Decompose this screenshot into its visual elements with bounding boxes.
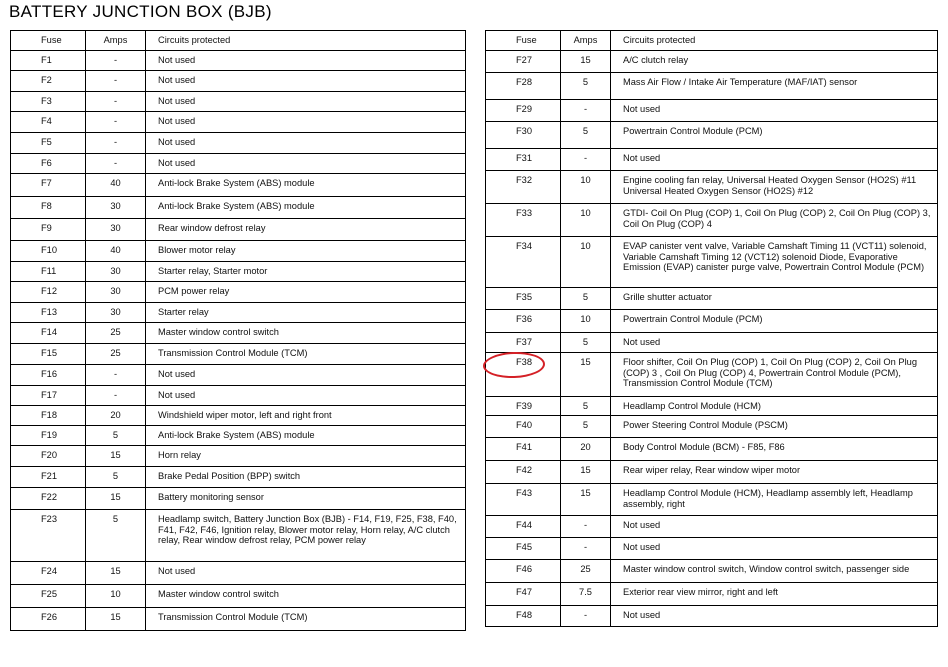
circuits-cell: Exterior rear view mirror, right and left: [611, 583, 938, 606]
amps-cell: 5: [86, 467, 146, 488]
amps-cell: 15: [86, 608, 146, 631]
fuse-cell: F5: [11, 133, 86, 154]
table-row: [11, 71, 466, 92]
fuse-cell: F4: [11, 112, 86, 133]
fuse-cell: F25: [11, 585, 86, 608]
table-row: [11, 219, 466, 241]
table-row: [11, 585, 466, 608]
table-row: [11, 488, 466, 510]
fuse-cell: F31: [486, 149, 561, 171]
amps-cell: 5: [86, 426, 146, 446]
amps-cell: 5: [86, 510, 146, 562]
table-row: [486, 100, 938, 122]
fuse-cell: F3: [11, 92, 86, 112]
table-row: [486, 583, 938, 606]
amps-cell: 5: [561, 416, 611, 438]
amps-cell: 5: [561, 333, 611, 353]
table-row: [11, 133, 466, 154]
circuits-cell: Battery monitoring sensor: [146, 488, 466, 510]
amps-cell: 15: [86, 488, 146, 510]
table-row: [486, 438, 938, 461]
amps-cell: 10: [561, 237, 611, 288]
fuse-cell: F35: [486, 288, 561, 310]
fuse-cell: F47: [486, 583, 561, 606]
fuse-cell: F43: [486, 484, 561, 516]
table-row: [11, 303, 466, 323]
amps-cell: -: [561, 606, 611, 627]
table-row: [11, 112, 466, 133]
fuse-cell: F22: [11, 488, 86, 510]
table-row: [486, 73, 938, 100]
amps-cell: 10: [561, 171, 611, 204]
fuse-cell: F20: [11, 446, 86, 467]
amps-cell: 30: [86, 197, 146, 219]
fuse-cell: F6: [11, 154, 86, 174]
fuse-cell: F1: [11, 51, 86, 71]
amps-cell: 15: [561, 353, 611, 397]
header-circuits: Circuits protected: [146, 31, 466, 51]
circuits-cell: Not used: [146, 112, 466, 133]
table-row: [486, 51, 938, 73]
table-row: [11, 282, 466, 303]
circuits-cell: Headlamp Control Module (HCM): [611, 397, 938, 416]
fuse-cell: F19: [11, 426, 86, 446]
header-fuse: Fuse: [486, 31, 561, 51]
table-row: [11, 467, 466, 488]
amps-cell: 20: [561, 438, 611, 461]
table-row: [11, 154, 466, 174]
amps-cell: -: [86, 386, 146, 406]
header-fuse: Fuse: [11, 31, 86, 51]
table-row: [486, 333, 938, 353]
fuse-cell: F13: [11, 303, 86, 323]
table-row: [11, 344, 466, 365]
amps-cell: -: [86, 133, 146, 154]
fuse-cell: F40: [486, 416, 561, 438]
fuse-cell: F26: [11, 608, 86, 631]
amps-cell: 30: [86, 282, 146, 303]
table-row: [486, 237, 938, 288]
circuits-cell: Rear window defrost relay: [146, 219, 466, 241]
table-row: [11, 51, 466, 71]
header-amps: Amps: [86, 31, 146, 51]
fuse-cell: F14: [11, 323, 86, 344]
circuits-cell: EVAP canister vent valve, Variable Camshaft Timing 11 (VCT11) solenoid, Variable Camshaft Timing 12 (VCT12) solenoid Diode, Evaporative Emission (EVAP) canister purge valve, Powertrain Control Module (PCM): [611, 237, 938, 288]
table-header-row: [486, 31, 938, 51]
table-row: [486, 461, 938, 484]
page-title: BATTERY JUNCTION BOX (BJB): [9, 2, 272, 21]
amps-cell: 15: [86, 562, 146, 585]
amps-cell: 5: [561, 122, 611, 149]
fuse-cell: F21: [11, 467, 86, 488]
fuse-cell: F36: [486, 310, 561, 333]
amps-cell: 5: [561, 73, 611, 100]
table-row: [486, 122, 938, 149]
circuits-cell: Not used: [611, 538, 938, 560]
circuits-cell: Not used: [146, 71, 466, 92]
circuits-cell: Engine cooling fan relay, Universal Heated Oxygen Sensor (HO2S) #11 Universal Heated Oxygen Sensor (HO2S) #12: [611, 171, 938, 204]
table-row: [486, 516, 938, 538]
fuse-cell: F39: [486, 397, 561, 416]
fuse-cell: F42: [486, 461, 561, 484]
fuse-cell: F28: [486, 73, 561, 100]
header-amps: Amps: [561, 31, 611, 51]
circuits-cell: Not used: [146, 133, 466, 154]
circuits-cell: Grille shutter actuator: [611, 288, 938, 310]
amps-cell: 5: [561, 288, 611, 310]
amps-cell: 10: [561, 204, 611, 237]
circuits-cell: Body Control Module (BCM) - F85, F86: [611, 438, 938, 461]
table-row: [11, 446, 466, 467]
amps-cell: 30: [86, 262, 146, 282]
circuits-cell: Windshield wiper motor, left and right front: [146, 406, 466, 426]
table-row: [486, 353, 938, 397]
table-row: [11, 406, 466, 426]
amps-cell: 7.5: [561, 583, 611, 606]
amps-cell: 40: [86, 241, 146, 262]
fuse-cell: F41: [486, 438, 561, 461]
fuse-cell: F37: [486, 333, 561, 353]
circuits-cell: Brake Pedal Position (BPP) switch: [146, 467, 466, 488]
amps-cell: -: [86, 51, 146, 71]
circuits-cell: Power Steering Control Module (PSCM): [611, 416, 938, 438]
fuse-cell: F45: [486, 538, 561, 560]
table-row: [11, 241, 466, 262]
circuits-cell: GTDI- Coil On Plug (COP) 1, Coil On Plug (COP) 2, Coil On Plug (COP) 3, Coil On Plug (COP) 4: [611, 204, 938, 237]
table-row: [486, 171, 938, 204]
fuse-cell: F17: [11, 386, 86, 406]
circuits-cell: Master window control switch: [146, 323, 466, 344]
circuits-cell: Starter relay, Starter motor: [146, 262, 466, 282]
circuits-cell: Starter relay: [146, 303, 466, 323]
header-circuits: Circuits protected: [611, 31, 938, 51]
fuse-cell: F11: [11, 262, 86, 282]
table-row: [486, 310, 938, 333]
fuse-cell: F29: [486, 100, 561, 122]
fuse-cell: F10: [11, 241, 86, 262]
amps-cell: -: [86, 71, 146, 92]
table-row: [11, 197, 466, 219]
fuse-cell: F34: [486, 237, 561, 288]
circuits-cell: Powertrain Control Module (PCM): [611, 122, 938, 149]
fuse-cell: F27: [486, 51, 561, 73]
fuse-cell: F44: [486, 516, 561, 538]
fuse-cell: F48: [486, 606, 561, 627]
fuse-cell: F23: [11, 510, 86, 562]
table-row: [486, 397, 938, 416]
amps-cell: -: [561, 149, 611, 171]
fuse-cell: F7: [11, 174, 86, 197]
circuits-cell: Blower motor relay: [146, 241, 466, 262]
amps-cell: -: [86, 365, 146, 386]
fuse-cell: F12: [11, 282, 86, 303]
circuits-cell: Not used: [146, 51, 466, 71]
table-row: [486, 560, 938, 583]
amps-cell: 15: [561, 461, 611, 484]
fuse-cell: F46: [486, 560, 561, 583]
circuits-cell: Rear wiper relay, Rear window wiper motor: [611, 461, 938, 484]
table-row: [11, 608, 466, 631]
amps-cell: 20: [86, 406, 146, 426]
amps-cell: 30: [86, 303, 146, 323]
circuits-cell: Anti-lock Brake System (ABS) module: [146, 174, 466, 197]
fuse-cell: F30: [486, 122, 561, 149]
table-row: [11, 562, 466, 585]
table-row: [11, 510, 466, 562]
circuits-cell: Not used: [146, 365, 466, 386]
fuse-cell: F16: [11, 365, 86, 386]
table-header-row: [11, 31, 466, 51]
circuits-cell: Not used: [611, 606, 938, 627]
table-row: [11, 365, 466, 386]
circuits-cell: Anti-lock Brake System (ABS) module: [146, 197, 466, 219]
amps-cell: 25: [561, 560, 611, 583]
fuse-cell: F24: [11, 562, 86, 585]
amps-cell: 10: [561, 310, 611, 333]
fuse-cell: F32: [486, 171, 561, 204]
circuits-cell: Headlamp Control Module (HCM), Headlamp assembly left, Headlamp assembly, right: [611, 484, 938, 516]
fuse-cell: F8: [11, 197, 86, 219]
fuse-cell: F33: [486, 204, 561, 237]
fuse-cell: F9: [11, 219, 86, 241]
amps-cell: -: [86, 112, 146, 133]
circuits-cell: Transmission Control Module (TCM): [146, 344, 466, 365]
circuits-cell: Headlamp switch, Battery Junction Box (BJB) - F14, F19, F25, F38, F40, F41, F42, F46, Ignition relay, Blower motor relay, Horn relay, A/C clutch relay, Rear window defrost relay, PCM power relay: [146, 510, 466, 562]
right-fuse-table: [485, 30, 938, 627]
table-row: [486, 484, 938, 516]
fuse-cell: F15: [11, 344, 86, 365]
amps-cell: -: [561, 538, 611, 560]
table-row: [486, 204, 938, 237]
amps-cell: -: [86, 92, 146, 112]
amps-cell: 5: [561, 397, 611, 416]
amps-cell: -: [561, 516, 611, 538]
amps-cell: 30: [86, 219, 146, 241]
circuits-cell: Master window control switch, Window control switch, passenger side: [611, 560, 938, 583]
amps-cell: 40: [86, 174, 146, 197]
circuits-cell: Master window control switch: [146, 585, 466, 608]
circuits-cell: Not used: [611, 333, 938, 353]
table-row: [11, 174, 466, 197]
table-row: [486, 538, 938, 560]
table-row: [486, 288, 938, 310]
circuits-cell: Not used: [146, 562, 466, 585]
amps-cell: 10: [86, 585, 146, 608]
circuits-cell: Not used: [611, 100, 938, 122]
table-row: [11, 92, 466, 112]
amps-cell: -: [561, 100, 611, 122]
circuits-cell: Not used: [611, 149, 938, 171]
amps-cell: 15: [86, 446, 146, 467]
amps-cell: 25: [86, 323, 146, 344]
circuits-cell: A/C clutch relay: [611, 51, 938, 73]
circuits-cell: Not used: [611, 516, 938, 538]
table-row: [11, 262, 466, 282]
table-row: [11, 323, 466, 344]
amps-cell: 15: [561, 51, 611, 73]
circuits-cell: PCM power relay: [146, 282, 466, 303]
circuits-cell: Not used: [146, 92, 466, 112]
circuits-cell: Not used: [146, 154, 466, 174]
amps-cell: 25: [86, 344, 146, 365]
fuse-cell: F38: [486, 353, 561, 397]
amps-cell: -: [86, 154, 146, 174]
fuse-cell: F2: [11, 71, 86, 92]
fuse-cell: F18: [11, 406, 86, 426]
table-row: [486, 149, 938, 171]
table-row: [486, 416, 938, 438]
amps-cell: 15: [561, 484, 611, 516]
table-row: [11, 426, 466, 446]
circuits-cell: Powertrain Control Module (PCM): [611, 310, 938, 333]
circuits-cell: Mass Air Flow / Intake Air Temperature (MAF/IAT) sensor: [611, 73, 938, 100]
circuits-cell: Floor shifter, Coil On Plug (COP) 1, Coil On Plug (COP) 2, Coil On Plug (COP) 3 , Coil On Plug (COP) 4, Powertrain Control Module (PCM), Transmission Control Module (TCM): [611, 353, 938, 397]
table-row: [11, 386, 466, 406]
circuits-cell: Not used: [146, 386, 466, 406]
left-fuse-table: [10, 30, 466, 631]
table-row: [486, 606, 938, 627]
circuits-cell: Horn relay: [146, 446, 466, 467]
circuits-cell: Transmission Control Module (TCM): [146, 608, 466, 631]
circuits-cell: Anti-lock Brake System (ABS) module: [146, 426, 466, 446]
